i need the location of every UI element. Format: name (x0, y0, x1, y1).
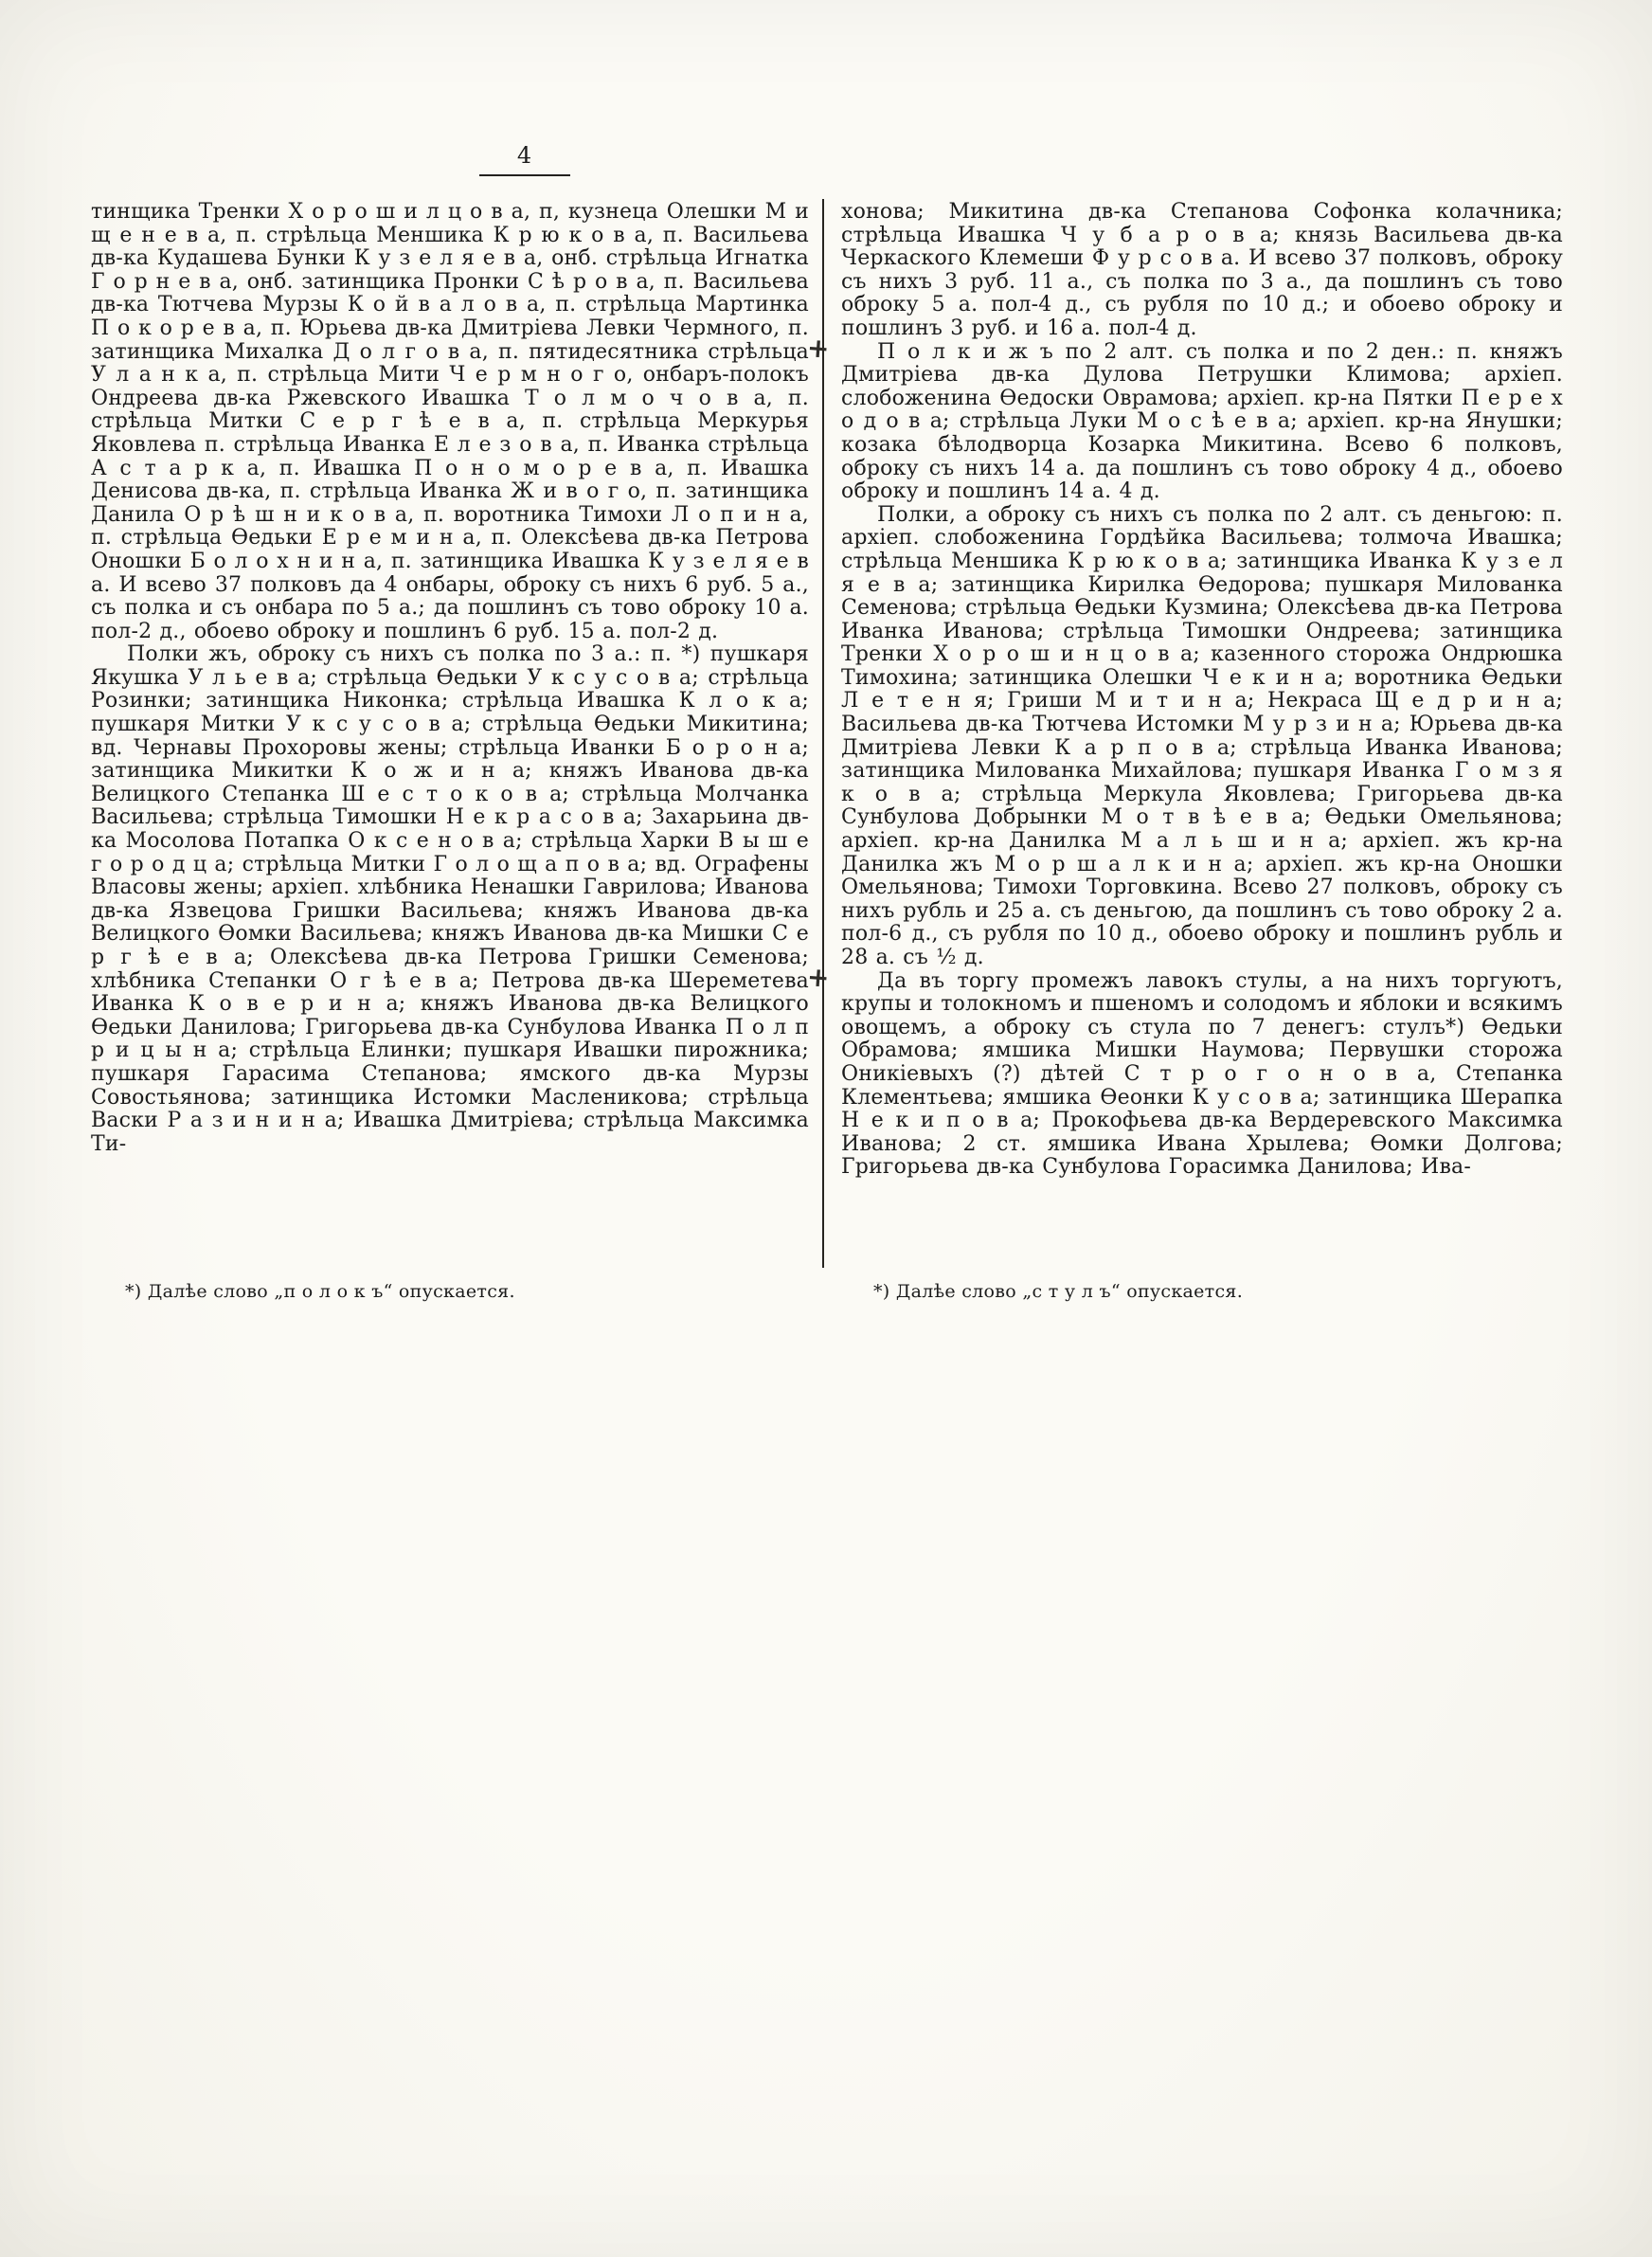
paragraph: тинщика Тренки Х о р о ш и л ц о в а, п, кузнеца Олешки М и щ е н е в а, п. стрѣльца Меншика К р ю к о в а, п. Васильева дв-ка Кудашева Бунки К у з е л я е в а, онб. стрѣльца Игнатка Г о р н е в а, онб. затинщика Пронки С ѣ р о в а, п. Васильева дв-ка Тютчева Мурзы К о й в а л о в а, п. стрѣльца Мартинка П о к о р е в а, п. Юрьева дв-ка Дмитріева Левки Чермного, п. затинщика Михалка Д о л г о в а, п. пятидесятника стрѣльца У л а н к а, п. стрѣльца Мити Ч е р м н о г о, онбаръ-полокъ Ондреева дв-ка Ржевского Ивашка Т о л м о ч о в а, п. стрѣльца Митки С е р г ѣ е в а, п. стрѣльца Меркурья Яковлева п. стрѣльца Иванка Е л е з о в а, п. Иванка стрѣльца А с т а р к а, п. Ивашка П о н о м о р е в а, п. Ивашка Денисова дв-ка, п. стрѣльца Иванка Ж и в о г о, п. затинщика Данила О р ѣ ш н и к о в а, п. воротника Тимохи Л о п и н а, п. стрѣльца Ѳедьки Е р е м и н а, п. Олексѣева дв-ка Петрова Оношки Б о л о х н и н а, п. затинщика Ивашка К у з е л я е в а. И всево 37 полковъ да 4 онбары, оброку съ нихъ 6 руб. 5 а., съ полка и съ онбара по 5 а.; да пошлинъ съ тово оброку 10 а. пол-2 д., обоево оброку и пошлинъ 6 руб. 15 а. пол-2 д. (91, 200, 809, 643)
left-footnote: *) Далѣе слово „п о л о к ъ“ опускается. (125, 1281, 515, 1302)
paragraph: Полки жъ, оброку съ нихъ съ полка по 3 а.: п. *) пушкаря Якушка У л ь е в а; стрѣльца Ѳедьки У к с у с о в а; стрѣльца Розинки; затинщика Никонка; стрѣльца Ивашка К л о к а; пушкаря Митки У к с у с о в а; стрѣльца Ѳедьки Микитина; вд. Чернавы Прохоровы жены; стрѣльца Иванки Б о р о н а; затинщика Микитки К о ж и н а; княжъ Иванова дв-ка Велицкого Степанка Ш е с т о к о в а; стрѣльца Молчанка Васильева; стрѣльца Тимошки Н е к р а с о в а; Захарьина дв-ка Мосолова Потапка О к с е н о в а; стрѣльца Харки В ы ш е г о р о д ц а; стрѣльца Митки Г о л о щ а п о в а; вд. Ографены Власовы жены; архіеп. хлѣбника Ненашки Гаврилова; Иванова дв-ка Язвецова Гришки Васильева; княжъ Иванова дв-ка Велицкого Ѳомки Васильева; княжъ Иванова дв-ка Мишки С е р г ѣ е в а; Олексѣева дв-ка Петрова Гришки Семенова; хлѣбника Степанки О г ѣ е в а; Петрова дв-ка Шереметева Иванка К о в е р и н а; княжъ Иванова дв-ка Велицкого Ѳедьки Данилова; Григорьева дв-ка Сунбулова Иванка П о л п р и ц ы н а; стрѣльца Елинки; пушкаря Ивашки пирожника; пушкаря Гарасима Степанова; ямского дв-ка Мурзы Совостьянова; затинщика Истомки Масленикова; стрѣльца Васки Р а з и н и н а; Ивашка Дмитріева; стрѣльца Максимка Ти- (91, 642, 809, 1156)
page-number-rule (479, 174, 570, 176)
right-footnote: *) Далѣе слово „с т у л ъ“ опускается. (873, 1281, 1244, 1302)
paragraph: хонова; Микитина дв-ка Степанова Софонка колачника; стрѣльца Ивашка Ч у б а р о в а; князь Васильева дв-ка Черкаского Клемеши Ф у р с о в а. И всево 37 полковъ, оброку съ нихъ 3 руб. 11 а., съ полка по 3 а., да пошлинъ съ тово оброку 5 а. пол-4 д., съ рубля по 10 д.; и обоево оброку и пошлинъ 3 руб. и 16 а. пол-4 д. (841, 200, 1563, 340)
margin-cross-mark: + (805, 960, 831, 994)
left-text-column (91, 201, 809, 1156)
paragraph: + П о л к и ж ъ по 2 алт. съ полка и по 2 ден.: п. княжъ Дмитріева дв-ка Дулова Петрушки Климова; архіеп. слобоженина Ѳедоски Оврамова; архіеп. кр-на Пятки П е р е х о д о в а; стрѣльца Луки М о с ѣ е в а; архіеп. кр-на Янушки; козака бѣлодворца Козарка Микитина. Всево 6 полковъ, оброку съ нихъ 14 а. да пошлинъ съ тово оброку 4 д., обоево оброку и пошлинъ 14 а. 4 д. (805, 331, 1563, 504)
paragraph: Полки, а оброку съ нихъ съ полка по 2 алт. съ деньгою: п. архіеп. слобоженина Гордѣйка Васильева; толмоча Ивашка; стрѣльца Меншика К р ю к о в а; затинщика Иванка К у з е л я е в а; затинщика Кирилка Ѳедорова; пушкаря Милованка Семенова; стрѣльца Ѳедьки Кузмина; Олексѣева дв-ка Петрова Иванка Иванова; стрѣльца Тимошки Ондреева; затинщика Тренки Х о р о ш и н ц о в а; казенного сторожа Ондрюшка Тимохина; затинщика Олешки Ч е к и н а; воротника Ѳедьки Л е т е н я; Гриши М и т и н а; Некраса Щ е д р и н а; Васильева дв-ка Тютчева Истомки М у р з и н а; Юрьева дв-ка Дмитріева Левки К а р п о в а; стрѣльца Иванка Иванова; затинщика Милованка Михайлова; пушкаря Иванка Г о м з я к о в а; стрѣльца Меркула Яковлева; Григорьева дв-ка Сунбулова Добрынки М о т в ѣ е в а; Ѳедьки Омельянова; архіеп. кр-на Данилка М а л ь ш и н а; архіеп. жъ кр-на Данилка жъ М о р ш а л к и н а; архіеп. жъ кр-на Оношки Омельянова; Тимохи Торговкина. Всево 27 полковъ, оброку съ нихъ рубль и 25 а. съ деньгою, да пошлинъ съ тово оброку 2 а. пол-6 д., съ рубля по 10 д., обоево оброку и пошлинъ рубль и 28 а. съ ½ д. (841, 502, 1563, 969)
page-number: 4 (516, 142, 533, 169)
paragraph: + Да въ торгу промежъ лавокъ стулы, а на нихъ торгуютъ, крупы и толокномъ и пшеномъ и солодомъ и яблоки и всякимъ овощемъ, а оброку съ стула по 7 денегъ: стулъ*) Ѳедьки Обрамова; ямшика Мишки Наумова; Первушки сторожа Оникіевыхъ (?) дѣтей С т р о г о н о в а, Степанка Клементьева; ямшика Ѳеонки К у с о в а; затинщика Шерапка Н е к и п о в а; Прокофьева дв-ка Вердеревского Максимка Иванова; 2 ст. ямшика Ивана Хрылева; Ѳомки Долгова; Григорьева дв-ка Сунбулова Горасимка Данилова; Ива- (805, 960, 1563, 1180)
margin-cross-mark: + (805, 331, 831, 365)
right-text-column (805, 200, 1563, 1180)
page-header (472, 142, 578, 176)
